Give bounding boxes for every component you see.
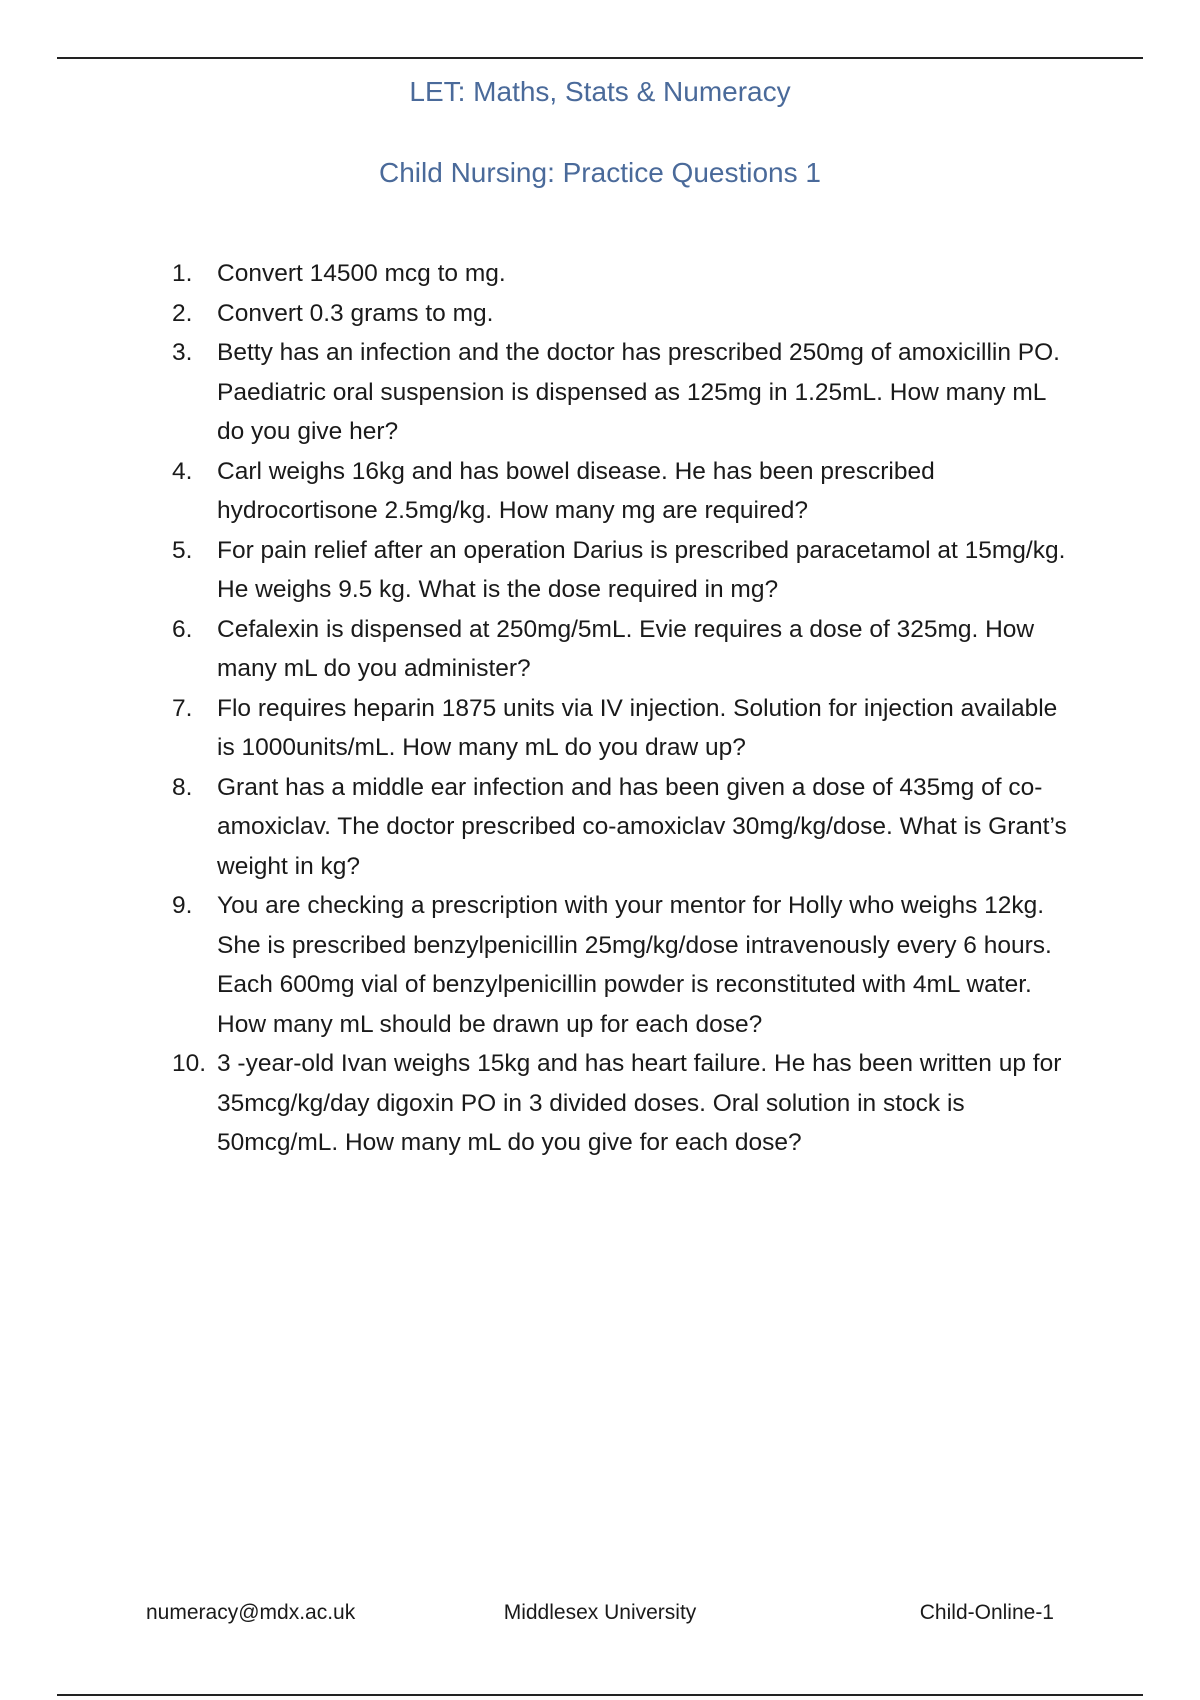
question-number: 7. bbox=[172, 694, 193, 722]
footer-page-code: Child-Online-1 bbox=[919, 1601, 1054, 1624]
question-item bbox=[172, 531, 1072, 610]
question-item bbox=[172, 333, 1072, 452]
question-item bbox=[172, 768, 1072, 887]
question-item bbox=[172, 689, 1072, 768]
footer-institution: Middlesex University bbox=[503, 1601, 697, 1624]
question-number: 1. bbox=[172, 260, 193, 287]
question-number: 8. bbox=[172, 773, 193, 801]
top-rule bbox=[57, 57, 1143, 59]
document-header-title: LET: Maths, Stats & Numeracy bbox=[409, 76, 791, 107]
question-text: For pain relief after an operation Darius is prescribed paracetamol at 15mg/kg. He weighs 9.5 kg. What is the dose required in mg? bbox=[217, 536, 1066, 603]
footer-email: numeracy@mdx.ac.uk bbox=[146, 1601, 356, 1624]
question-number: 6. bbox=[172, 615, 193, 643]
question-text: You are checking a prescription with your mentor for Holly who weighs 12kg. She is prescribed benzylpenicillin 25mg/kg/dose intravenously every 6 hours. Each 600mg vial of benzylpenicillin powder is reconstituted with 4mL water. How many mL should be drawn up for each dose? bbox=[217, 892, 1052, 1038]
question-number: 5. bbox=[172, 536, 193, 564]
question-item bbox=[172, 1044, 1072, 1163]
document-subtitle: Child Nursing: Practice Questions 1 bbox=[379, 157, 821, 188]
question-text: Carl weighs 16kg and has bowel disease. He has been prescribed hydrocortisone 2.5mg/kg. How many mg are required? bbox=[217, 457, 935, 524]
question-number: 2. bbox=[172, 299, 193, 327]
question-item bbox=[172, 294, 1072, 334]
question-text: Convert 0.3 grams to mg. bbox=[217, 299, 494, 327]
question-item bbox=[172, 254, 1072, 294]
question-item bbox=[172, 452, 1072, 531]
question-text: Betty has an infection and the doctor has prescribed 250mg of amoxicillin PO. Paediatric oral suspension is dispensed as 125mg in 1.25mL. How many mL do you give her? bbox=[217, 339, 1060, 445]
question-text: 3 -year-old Ivan weighs 15kg and has heart failure. He has been written up for 35mcg/kg/day digoxin PO in 3 divided doses. Oral solution in stock is 50mcg/mL. How many mL do you give for each dose? bbox=[217, 1050, 1062, 1156]
question-text: Cefalexin is dispensed at 250mg/5mL. Evie requires a dose of 325mg. How many mL do you administer? bbox=[217, 615, 1035, 682]
question-number: 4. bbox=[172, 457, 193, 485]
question-text: Grant has a middle ear infection and has been given a dose of 435mg of co-amoxiclav. The doctor prescribed co-amoxiclav 30mg/kg/dose. What is Grant’s weight in kg? bbox=[217, 773, 1067, 880]
bottom-rule bbox=[57, 1694, 1143, 1696]
question-list bbox=[172, 254, 1072, 1163]
question-text: Flo requires heparin 1875 units via IV injection. Solution for injection available is 1000units/mL. How many mL do you draw up? bbox=[217, 694, 1058, 761]
question-item bbox=[172, 886, 1072, 1044]
question-item bbox=[172, 610, 1072, 689]
question-number: 3. bbox=[172, 339, 193, 366]
question-number: 10. bbox=[172, 1050, 207, 1077]
question-number: 9. bbox=[172, 892, 193, 919]
question-text: Convert 14500 mcg to mg. bbox=[217, 260, 506, 287]
